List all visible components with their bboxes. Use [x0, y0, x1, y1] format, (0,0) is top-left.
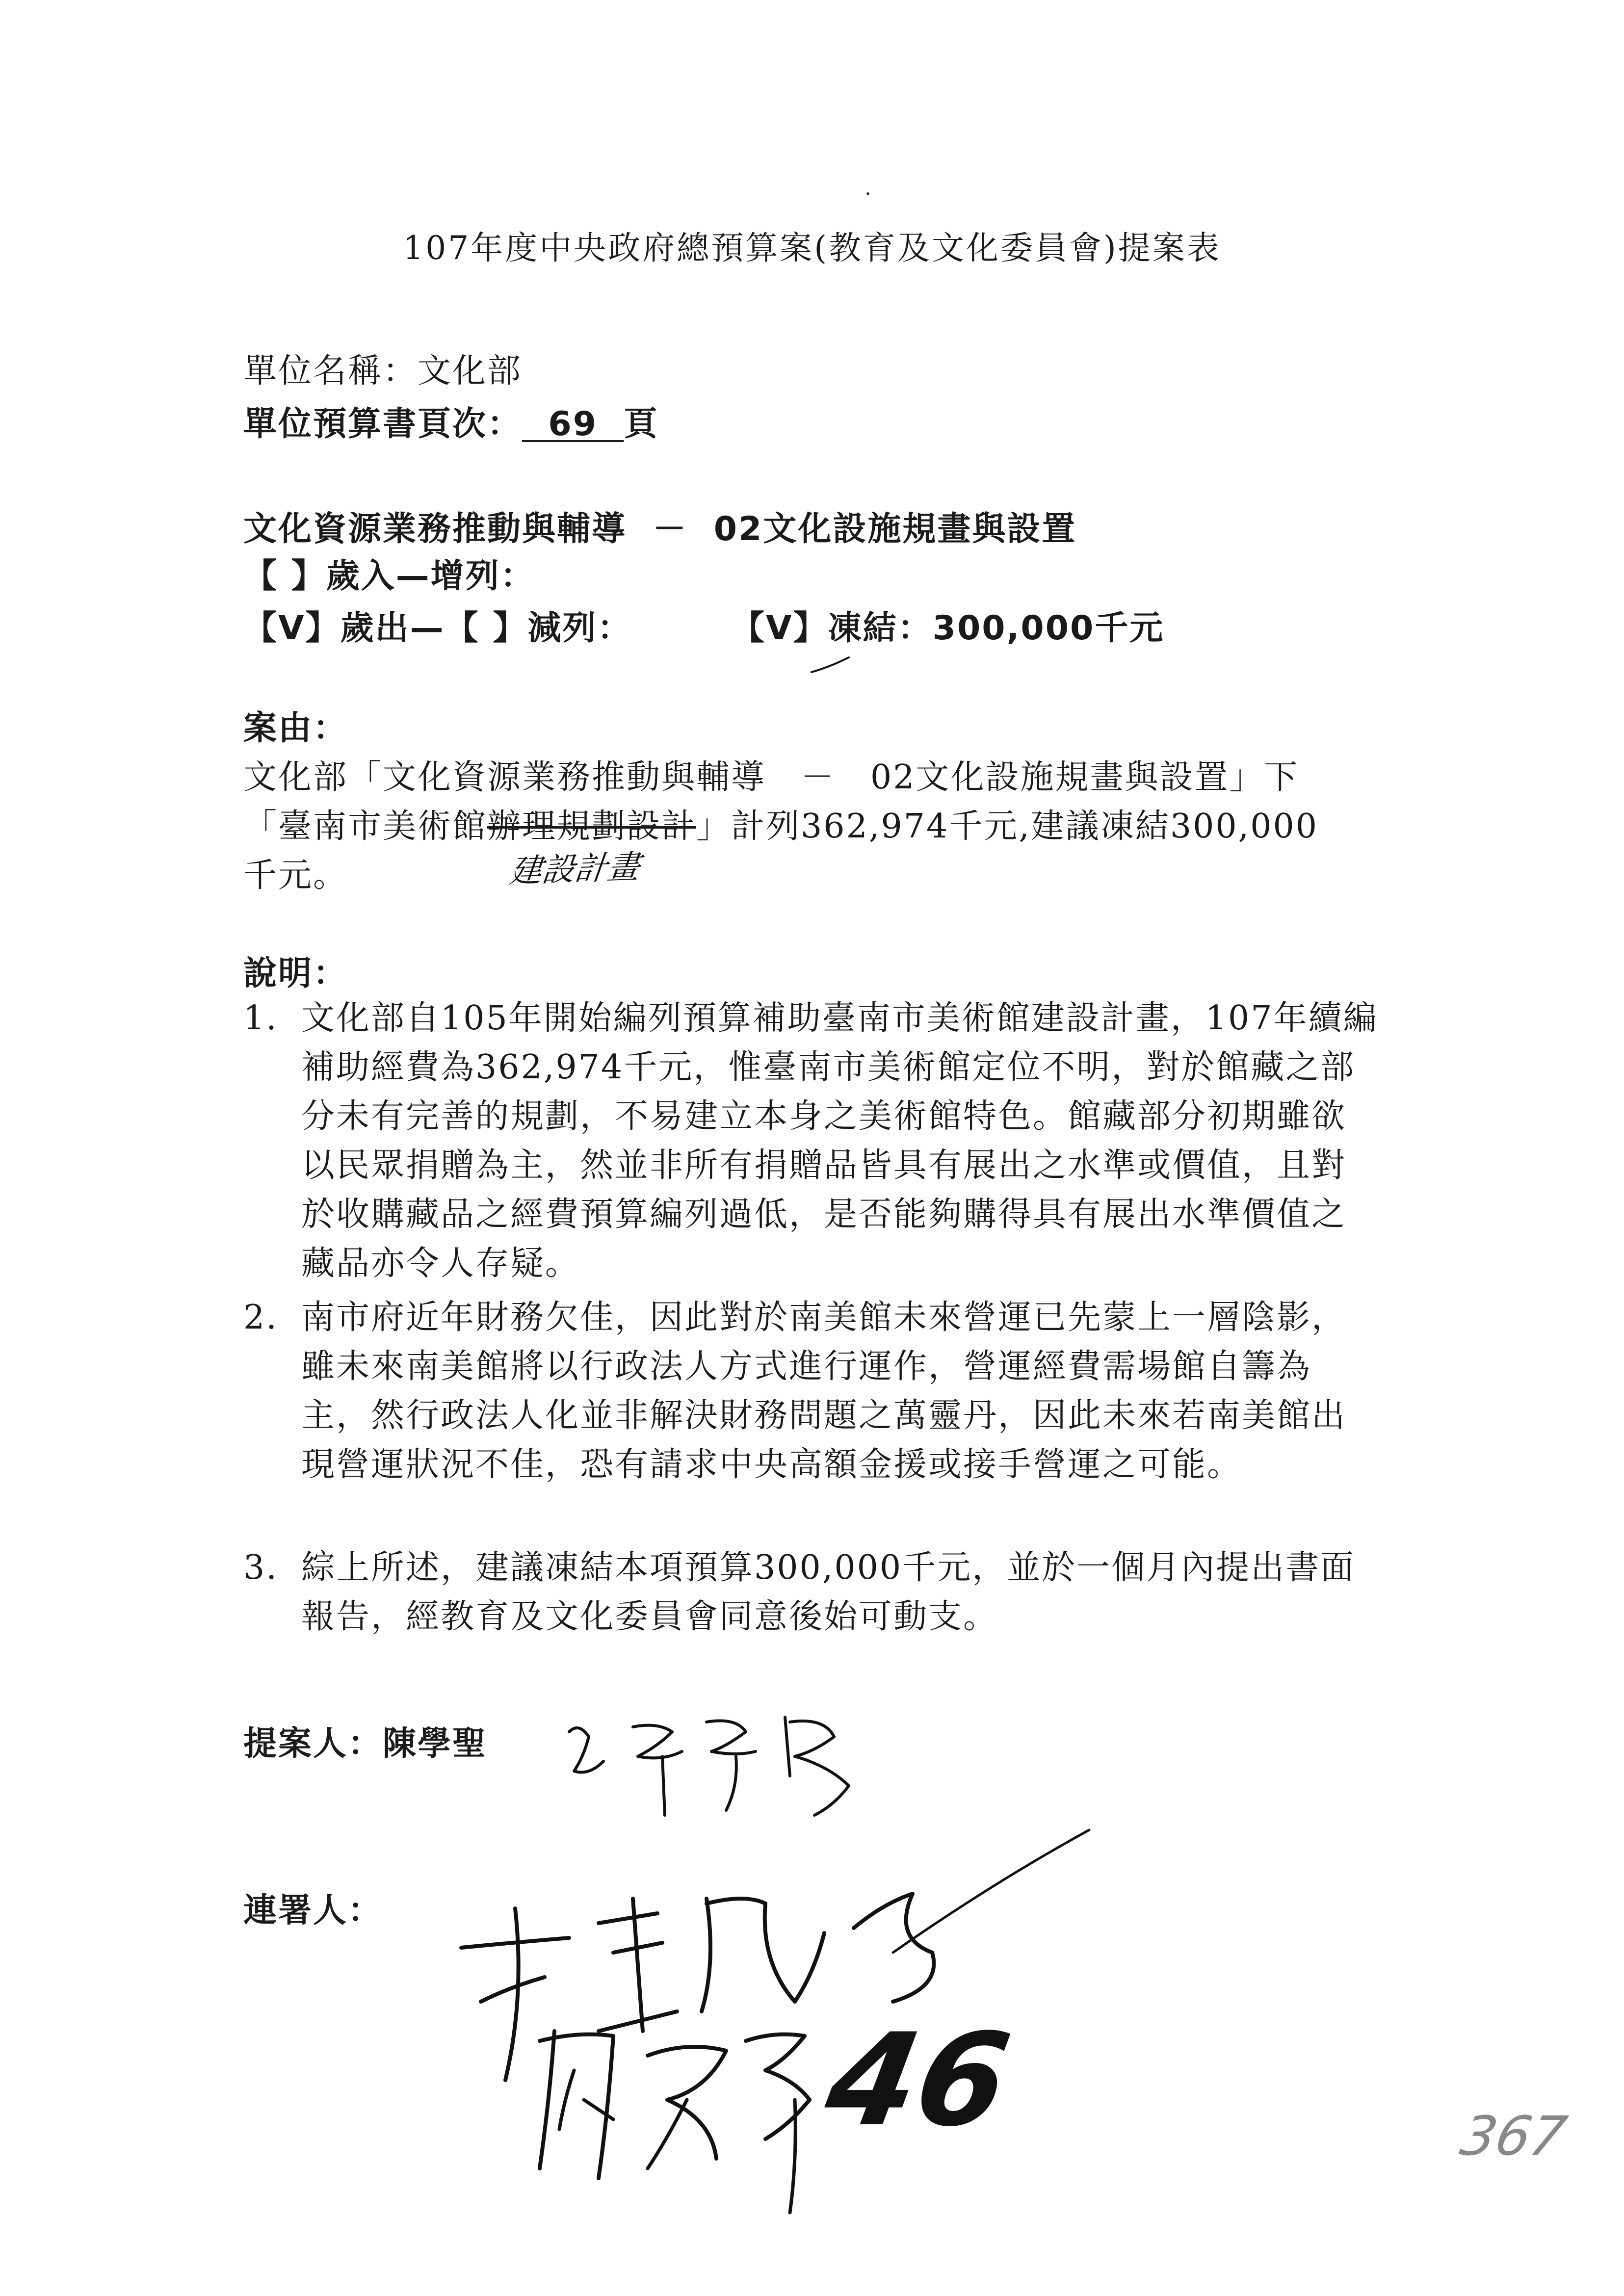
unit-row	[243, 344, 522, 392]
explanation-item-2	[243, 1293, 1387, 1543]
page-ref-number: 69	[548, 405, 598, 444]
proposer-row	[243, 1717, 487, 1765]
proposer-name: 陳學聖	[383, 1724, 488, 1763]
pen-tick-mark	[810, 652, 859, 677]
unit-label: 單位名稱：	[243, 352, 418, 391]
handwritten-number: 46	[816, 2007, 1020, 2155]
proposer-signature	[559, 1702, 864, 1820]
cosigner-signatures	[451, 1825, 1138, 2267]
freeze-text: 凍結：300,000千元	[828, 609, 1165, 648]
page-ref-suffix: 頁	[624, 405, 659, 444]
page-ref-label: 單位預算書頁次：	[243, 405, 523, 444]
document-title: 107年度中央政府總預算案(教育及文化委員會)提案表	[403, 229, 1221, 267]
case-line-2a: 「臺南市美術館	[243, 807, 488, 846]
stray-dot	[866, 192, 869, 195]
margin-page-number: 367	[1455, 2105, 1572, 2167]
program-row	[243, 502, 1076, 550]
expense-text: 歲出—	[340, 609, 445, 648]
explanation-item-3	[243, 1543, 1387, 1646]
page-ref-value	[522, 405, 624, 444]
expense-row	[243, 601, 632, 649]
revenue-text: 歲入—增列：	[326, 557, 535, 596]
item-text: 綜上所述，建議凍結本項預算300,000千元，並於一個月內提出書面報告，經教育及文化委員會同意後始可動支。	[301, 1548, 1356, 1636]
reduce-bracket: 【 】	[445, 609, 528, 648]
item-text: 南市府近年財務欠佳，因此對於南美館未來營運已先蒙上一層陰影，雖未來南美館將以行政法人方式進行運作，營運經費需場館自籌為主，然行政法人化並非解決財務問題之萬靈丹，因此未來若南美館出現營運狀況不佳，恐有請求中央高額金援或接手營運之可能。	[301, 1298, 1347, 1484]
item-number: 3.	[243, 1548, 278, 1587]
item-number: 2.	[243, 1298, 278, 1337]
case-line-1: 文化部「文化資源業務推動與輔導 － 02文化設施規畫與設置」下	[243, 758, 1299, 797]
page-ref-row	[243, 397, 658, 445]
cosigner-label: 連署人：	[243, 1891, 383, 1930]
item-text: 文化部自105年開始編列預算補助臺南市美術館建設計畫，107年續編補助經費為362,974千元，惟臺南市美術館定位不明，對於館藏之部分未有完善的規劃，不易建立本身之美術館特色。館藏部分初期雖欲以民眾捐贈為主，然並非所有捐贈品皆具有展出之水準或價值，且對於收購藏品之經費預算編列過低，是否能夠購得具有展出水準價值之藏品亦令人存疑。	[301, 999, 1378, 1283]
freeze-bracket: 【V】	[731, 609, 828, 648]
case-line-3: 千元。	[243, 856, 348, 895]
program-name: 文化資源業務推動與輔導	[243, 510, 627, 548]
reduce-text: 減列：	[527, 609, 632, 648]
expense-bracket: 【V】	[243, 609, 341, 648]
freeze-row	[731, 601, 1164, 649]
revenue-row	[243, 549, 535, 597]
case-line-2	[243, 800, 1318, 847]
item-number: 1.	[243, 999, 278, 1038]
struck-text: 辦理規劃設計	[487, 807, 697, 846]
case-heading: 案由：	[243, 709, 348, 748]
program-dash: －	[653, 510, 688, 548]
revenue-bracket: 【 】	[243, 557, 326, 596]
unit-value: 文化部	[418, 352, 523, 391]
explanation-item-1	[243, 994, 1387, 1293]
proposer-label: 提案人：	[243, 1724, 383, 1763]
program-sub: 02文化設施規畫與設置	[713, 510, 1077, 548]
explanation-heading: 說明：	[243, 954, 348, 993]
handwritten-insert: 建設計畫	[507, 848, 642, 890]
case-line-2b: 」計列362,974千元,建議凍結300,000	[696, 807, 1319, 846]
